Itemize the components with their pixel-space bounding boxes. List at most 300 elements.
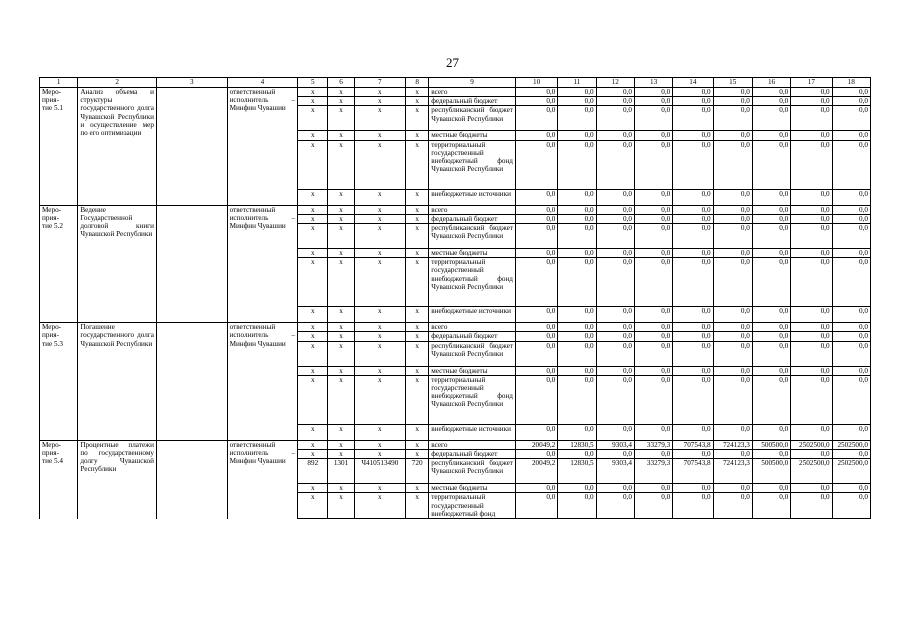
- value-cell: 0,0: [791, 88, 832, 97]
- value-cell: 0,0: [752, 307, 790, 323]
- executor-cell: ответственный исполнитель – Минфин Чувашии: [227, 440, 298, 519]
- event-name-cell: Ведение Государственной долговой книги Чувашской Республики: [78, 205, 157, 323]
- value-cell: 0,0: [791, 140, 832, 189]
- code-cell: Ч410513490: [354, 459, 405, 484]
- value-cell: 0,0: [713, 307, 752, 323]
- value-cell: 0,0: [791, 224, 832, 249]
- value-cell: 0,0: [713, 258, 752, 307]
- code-cell: x: [406, 307, 429, 323]
- funding-source-cell: территориальный государственный внебюджетный фонд Чувашской Республики: [429, 140, 516, 189]
- value-cell: 0,0: [515, 258, 557, 307]
- value-cell: 12830,5: [558, 440, 596, 449]
- funding-source-cell: территориальный государственный внебюджетный фонд: [429, 493, 516, 519]
- code-cell: x: [406, 97, 429, 106]
- value-cell: 0,0: [832, 131, 870, 140]
- code-cell: x: [328, 249, 354, 258]
- value-cell: 0,0: [752, 341, 790, 366]
- code-cell: x: [354, 424, 405, 440]
- header-cell: 5: [298, 78, 328, 88]
- value-cell: 9303,4: [596, 459, 634, 484]
- value-cell: 0,0: [752, 366, 790, 375]
- value-cell: 0,0: [596, 424, 634, 440]
- value-cell: 0,0: [713, 332, 752, 341]
- code-cell: x: [328, 440, 354, 449]
- value-cell: 0,0: [515, 450, 557, 459]
- value-cell: 0,0: [832, 214, 870, 223]
- code-cell: x: [328, 131, 354, 140]
- code-cell: x: [406, 440, 429, 449]
- value-cell: 0,0: [832, 97, 870, 106]
- code-cell: x: [328, 224, 354, 249]
- header-cell: 18: [832, 78, 870, 88]
- value-cell: 0,0: [673, 424, 713, 440]
- value-cell: 0,0: [596, 249, 634, 258]
- value-cell: 0,0: [596, 106, 634, 131]
- value-cell: 0,0: [634, 88, 672, 97]
- code-cell: x: [406, 323, 429, 332]
- value-cell: 0,0: [791, 366, 832, 375]
- value-cell: 0,0: [558, 131, 596, 140]
- value-cell: 0,0: [515, 484, 557, 493]
- code-cell: x: [298, 189, 328, 205]
- header-cell: 1: [40, 78, 78, 88]
- value-cell: 0,0: [596, 323, 634, 332]
- code-cell: x: [328, 424, 354, 440]
- header-cell: 2: [78, 78, 157, 88]
- value-cell: 0,0: [515, 88, 557, 97]
- code-cell: x: [298, 258, 328, 307]
- code-cell: x: [354, 450, 405, 459]
- code-cell: x: [298, 307, 328, 323]
- value-cell: 0,0: [515, 493, 557, 519]
- value-cell: 0,0: [596, 140, 634, 189]
- value-cell: 0,0: [791, 131, 832, 140]
- value-cell: 0,0: [713, 97, 752, 106]
- value-cell: 0,0: [515, 214, 557, 223]
- value-cell: 0,0: [634, 493, 672, 519]
- code-cell: x: [406, 189, 429, 205]
- value-cell: 0,0: [515, 140, 557, 189]
- event-id-cell: Меро- прия- тие 5.3: [40, 323, 78, 441]
- code-cell: x: [298, 493, 328, 519]
- value-cell: 0,0: [832, 205, 870, 214]
- value-cell: 0,0: [832, 189, 870, 205]
- value-cell: 2502500,0: [791, 459, 832, 484]
- value-cell: 0,0: [558, 424, 596, 440]
- code-cell: x: [354, 88, 405, 97]
- table-row: [40, 440, 871, 449]
- code-cell: x: [328, 366, 354, 375]
- code-cell: x: [298, 140, 328, 189]
- value-cell: 0,0: [634, 484, 672, 493]
- code-cell: x: [406, 214, 429, 223]
- value-cell: 0,0: [713, 484, 752, 493]
- value-cell: 0,0: [832, 323, 870, 332]
- funding-source-cell: внебюджетные источники: [429, 307, 516, 323]
- value-cell: 0,0: [558, 249, 596, 258]
- value-cell: 0,0: [596, 375, 634, 424]
- value-cell: 0,0: [791, 258, 832, 307]
- value-cell: 0,0: [752, 88, 790, 97]
- code-cell: x: [328, 88, 354, 97]
- value-cell: 0,0: [713, 375, 752, 424]
- code-cell: x: [354, 375, 405, 424]
- value-cell: 0,0: [596, 450, 634, 459]
- value-cell: 2502500,0: [791, 440, 832, 449]
- code-cell: x: [406, 332, 429, 341]
- funding-source-cell: всего: [429, 323, 516, 332]
- code-cell: x: [354, 440, 405, 449]
- value-cell: 0,0: [673, 366, 713, 375]
- value-cell: 0,0: [752, 375, 790, 424]
- value-cell: 0,0: [752, 484, 790, 493]
- executor-cell: ответственный исполнитель – Минфин Чувашии: [227, 88, 298, 206]
- code-cell: x: [298, 249, 328, 258]
- value-cell: 0,0: [596, 258, 634, 307]
- value-cell: 0,0: [515, 97, 557, 106]
- value-cell: 0,0: [752, 224, 790, 249]
- value-cell: 0,0: [832, 106, 870, 131]
- code-cell: x: [354, 214, 405, 223]
- value-cell: 20049,2: [515, 440, 557, 449]
- code-cell: x: [328, 106, 354, 131]
- value-cell: 0,0: [713, 224, 752, 249]
- value-cell: 0,0: [791, 332, 832, 341]
- code-cell: x: [406, 140, 429, 189]
- value-cell: 0,0: [832, 424, 870, 440]
- value-cell: 0,0: [832, 493, 870, 519]
- value-cell: 0,0: [832, 307, 870, 323]
- code-cell: x: [354, 140, 405, 189]
- code-cell: x: [328, 97, 354, 106]
- header-cell: 12: [596, 78, 634, 88]
- value-cell: 0,0: [791, 323, 832, 332]
- funding-source-cell: федеральный бюджет: [429, 97, 516, 106]
- value-cell: 0,0: [791, 205, 832, 214]
- value-cell: 0,0: [515, 205, 557, 214]
- value-cell: 0,0: [752, 189, 790, 205]
- value-cell: 0,0: [515, 366, 557, 375]
- page-number: 27: [446, 55, 459, 70]
- code-cell: x: [328, 323, 354, 332]
- value-cell: 0,0: [791, 450, 832, 459]
- value-cell: 0,0: [515, 249, 557, 258]
- code-cell: x: [406, 131, 429, 140]
- event-name-cell: Процентные платежи по государственному долгу Чувашской Республики: [78, 440, 157, 519]
- value-cell: 724123,3: [713, 440, 752, 449]
- header-cell: 11: [558, 78, 596, 88]
- value-cell: 0,0: [752, 332, 790, 341]
- code-cell: x: [354, 307, 405, 323]
- value-cell: 0,0: [596, 88, 634, 97]
- value-cell: 0,0: [596, 205, 634, 214]
- code-cell: 720: [406, 459, 429, 484]
- value-cell: 0,0: [515, 131, 557, 140]
- value-cell: 0,0: [713, 205, 752, 214]
- code-cell: x: [328, 341, 354, 366]
- value-cell: 0,0: [558, 189, 596, 205]
- code-cell: x: [298, 375, 328, 424]
- code-cell: 892: [298, 459, 328, 484]
- value-cell: 0,0: [673, 106, 713, 131]
- value-cell: 0,0: [558, 375, 596, 424]
- code-cell: x: [406, 341, 429, 366]
- funding-source-cell: местные бюджеты: [429, 366, 516, 375]
- funding-source-cell: местные бюджеты: [429, 131, 516, 140]
- event-id-cell: Меро- прия- тие 5.4: [40, 440, 78, 519]
- value-cell: 0,0: [634, 258, 672, 307]
- value-cell: 0,0: [596, 189, 634, 205]
- value-cell: 0,0: [515, 332, 557, 341]
- code-cell: x: [298, 131, 328, 140]
- code-cell: x: [354, 189, 405, 205]
- code-cell: x: [298, 205, 328, 214]
- table-row: [40, 205, 871, 214]
- value-cell: 0,0: [752, 424, 790, 440]
- value-cell: 0,0: [515, 224, 557, 249]
- code-cell: x: [328, 332, 354, 341]
- value-cell: 0,0: [673, 323, 713, 332]
- value-cell: 20049,2: [515, 459, 557, 484]
- value-cell: 0,0: [832, 140, 870, 189]
- funding-source-cell: федеральный бюджет: [429, 332, 516, 341]
- value-cell: 0,0: [673, 205, 713, 214]
- value-cell: 0,0: [832, 375, 870, 424]
- code-cell: x: [406, 484, 429, 493]
- funding-source-cell: территориальный государственный внебюджетный фонд Чувашской Республики: [429, 375, 516, 424]
- value-cell: 0,0: [673, 332, 713, 341]
- value-cell: 0,0: [673, 249, 713, 258]
- code-cell: x: [354, 493, 405, 519]
- code-cell: x: [354, 131, 405, 140]
- value-cell: 0,0: [791, 484, 832, 493]
- value-cell: 0,0: [832, 341, 870, 366]
- value-cell: 0,0: [558, 258, 596, 307]
- code-cell: x: [298, 97, 328, 106]
- code-cell: x: [328, 140, 354, 189]
- header-cell: 8: [406, 78, 429, 88]
- code-cell: x: [328, 450, 354, 459]
- value-cell: 0,0: [596, 332, 634, 341]
- value-cell: 0,0: [713, 140, 752, 189]
- value-cell: 0,0: [791, 249, 832, 258]
- header-cell: 10: [515, 78, 557, 88]
- funding-source-cell: местные бюджеты: [429, 249, 516, 258]
- value-cell: 0,0: [713, 88, 752, 97]
- empty-cell: [156, 205, 227, 323]
- code-cell: x: [298, 450, 328, 459]
- executor-cell: ответственный исполнитель – Минфин Чувашии: [227, 323, 298, 441]
- value-cell: 33279,3: [634, 459, 672, 484]
- value-cell: 0,0: [515, 189, 557, 205]
- table-row: [40, 88, 871, 97]
- value-cell: 0,0: [832, 450, 870, 459]
- value-cell: 0,0: [558, 341, 596, 366]
- code-cell: x: [406, 88, 429, 97]
- value-cell: 0,0: [634, 189, 672, 205]
- code-cell: x: [406, 366, 429, 375]
- value-cell: 0,0: [832, 88, 870, 97]
- value-cell: 0,0: [752, 249, 790, 258]
- value-cell: 0,0: [713, 214, 752, 223]
- value-cell: 0,0: [596, 366, 634, 375]
- value-cell: 33279,3: [634, 440, 672, 449]
- value-cell: 0,0: [791, 493, 832, 519]
- code-cell: x: [354, 224, 405, 249]
- value-cell: 707543,8: [673, 440, 713, 449]
- funding-source-cell: федеральный бюджет: [429, 450, 516, 459]
- funding-source-cell: республиканский бюджет Чувашской Республики: [429, 459, 516, 484]
- code-cell: x: [406, 249, 429, 258]
- value-cell: 0,0: [713, 106, 752, 131]
- value-cell: 0,0: [515, 106, 557, 131]
- value-cell: 0,0: [673, 97, 713, 106]
- value-cell: 0,0: [634, 224, 672, 249]
- value-cell: 0,0: [673, 493, 713, 519]
- code-cell: x: [328, 307, 354, 323]
- value-cell: 0,0: [596, 224, 634, 249]
- value-cell: 500500,0: [752, 440, 790, 449]
- value-cell: 0,0: [673, 484, 713, 493]
- value-cell: 0,0: [713, 189, 752, 205]
- code-cell: x: [328, 258, 354, 307]
- value-cell: 0,0: [515, 424, 557, 440]
- value-cell: 0,0: [515, 375, 557, 424]
- code-cell: x: [406, 450, 429, 459]
- code-cell: x: [406, 493, 429, 519]
- header-cell: 6: [328, 78, 354, 88]
- value-cell: 0,0: [832, 484, 870, 493]
- code-cell: x: [328, 214, 354, 223]
- funding-source-cell: республиканский бюджет Чувашской Республики: [429, 106, 516, 131]
- table-row: [40, 323, 871, 332]
- value-cell: 0,0: [752, 323, 790, 332]
- value-cell: 0,0: [558, 106, 596, 131]
- code-cell: x: [298, 332, 328, 341]
- value-cell: 0,0: [558, 205, 596, 214]
- code-cell: x: [354, 366, 405, 375]
- value-cell: 0,0: [596, 493, 634, 519]
- value-cell: 0,0: [713, 493, 752, 519]
- value-cell: 0,0: [673, 307, 713, 323]
- code-cell: x: [406, 224, 429, 249]
- value-cell: 0,0: [752, 493, 790, 519]
- empty-cell: [156, 323, 227, 441]
- header-cell: 14: [673, 78, 713, 88]
- code-cell: x: [328, 484, 354, 493]
- code-cell: x: [328, 189, 354, 205]
- funding-source-cell: местные бюджеты: [429, 484, 516, 493]
- value-cell: 0,0: [558, 214, 596, 223]
- value-cell: 0,0: [713, 366, 752, 375]
- value-cell: 0,0: [713, 323, 752, 332]
- event-id-cell: Меро- прия- тие 5.1: [40, 88, 78, 206]
- code-cell: x: [298, 224, 328, 249]
- value-cell: 0,0: [752, 97, 790, 106]
- value-cell: 0,0: [634, 131, 672, 140]
- code-cell: x: [354, 249, 405, 258]
- code-cell: x: [406, 106, 429, 131]
- header-cell: 13: [634, 78, 672, 88]
- funding-source-cell: территориальный государственный внебюджетный фонд Чувашской Республики: [429, 258, 516, 307]
- value-cell: 0,0: [752, 205, 790, 214]
- code-cell: x: [354, 106, 405, 131]
- value-cell: 0,0: [596, 214, 634, 223]
- value-cell: 0,0: [596, 97, 634, 106]
- value-cell: 0,0: [558, 307, 596, 323]
- value-cell: 500500,0: [752, 459, 790, 484]
- value-cell: 0,0: [634, 97, 672, 106]
- event-name-cell: Погашение государственного долга Чувашской Республики: [78, 323, 157, 441]
- code-cell: x: [406, 424, 429, 440]
- code-cell: x: [354, 323, 405, 332]
- funding-source-cell: федеральный бюджет: [429, 214, 516, 223]
- empty-cell: [156, 88, 227, 206]
- value-cell: 0,0: [558, 224, 596, 249]
- value-cell: 0,0: [832, 224, 870, 249]
- value-cell: 0,0: [673, 224, 713, 249]
- value-cell: 0,0: [752, 214, 790, 223]
- value-cell: 0,0: [596, 484, 634, 493]
- value-cell: 0,0: [791, 424, 832, 440]
- value-cell: 0,0: [752, 258, 790, 307]
- funding-source-cell: республиканский бюджет Чувашской Республики: [429, 341, 516, 366]
- value-cell: 0,0: [673, 214, 713, 223]
- value-cell: 0,0: [558, 140, 596, 189]
- value-cell: 0,0: [634, 140, 672, 189]
- value-cell: 0,0: [673, 341, 713, 366]
- value-cell: 0,0: [832, 366, 870, 375]
- code-cell: x: [298, 323, 328, 332]
- value-cell: 0,0: [596, 307, 634, 323]
- code-cell: x: [328, 493, 354, 519]
- code-cell: x: [298, 341, 328, 366]
- value-cell: 0,0: [634, 307, 672, 323]
- value-cell: 0,0: [791, 307, 832, 323]
- header-cell: 15: [713, 78, 752, 88]
- value-cell: 0,0: [791, 189, 832, 205]
- value-cell: 0,0: [713, 424, 752, 440]
- value-cell: 0,0: [596, 341, 634, 366]
- code-cell: x: [354, 341, 405, 366]
- code-cell: x: [354, 332, 405, 341]
- code-cell: x: [406, 205, 429, 214]
- code-cell: x: [406, 258, 429, 307]
- header-cell: 17: [791, 78, 832, 88]
- value-cell: 0,0: [515, 341, 557, 366]
- value-cell: 0,0: [558, 97, 596, 106]
- code-cell: x: [298, 484, 328, 493]
- value-cell: 0,0: [634, 366, 672, 375]
- value-cell: 0,0: [515, 307, 557, 323]
- value-cell: 0,0: [634, 106, 672, 131]
- value-cell: 0,0: [558, 450, 596, 459]
- value-cell: 0,0: [634, 249, 672, 258]
- value-cell: 0,0: [515, 323, 557, 332]
- value-cell: 0,0: [752, 131, 790, 140]
- funding-source-cell: всего: [429, 205, 516, 214]
- funding-source-cell: внебюджетные источники: [429, 424, 516, 440]
- value-cell: 0,0: [713, 249, 752, 258]
- value-cell: 724123,3: [713, 459, 752, 484]
- budget-table: [39, 77, 871, 519]
- value-cell: 0,0: [634, 214, 672, 223]
- header-cell: 4: [227, 78, 298, 88]
- value-cell: 0,0: [634, 450, 672, 459]
- value-cell: 0,0: [673, 258, 713, 307]
- value-cell: 0,0: [713, 341, 752, 366]
- value-cell: 0,0: [673, 375, 713, 424]
